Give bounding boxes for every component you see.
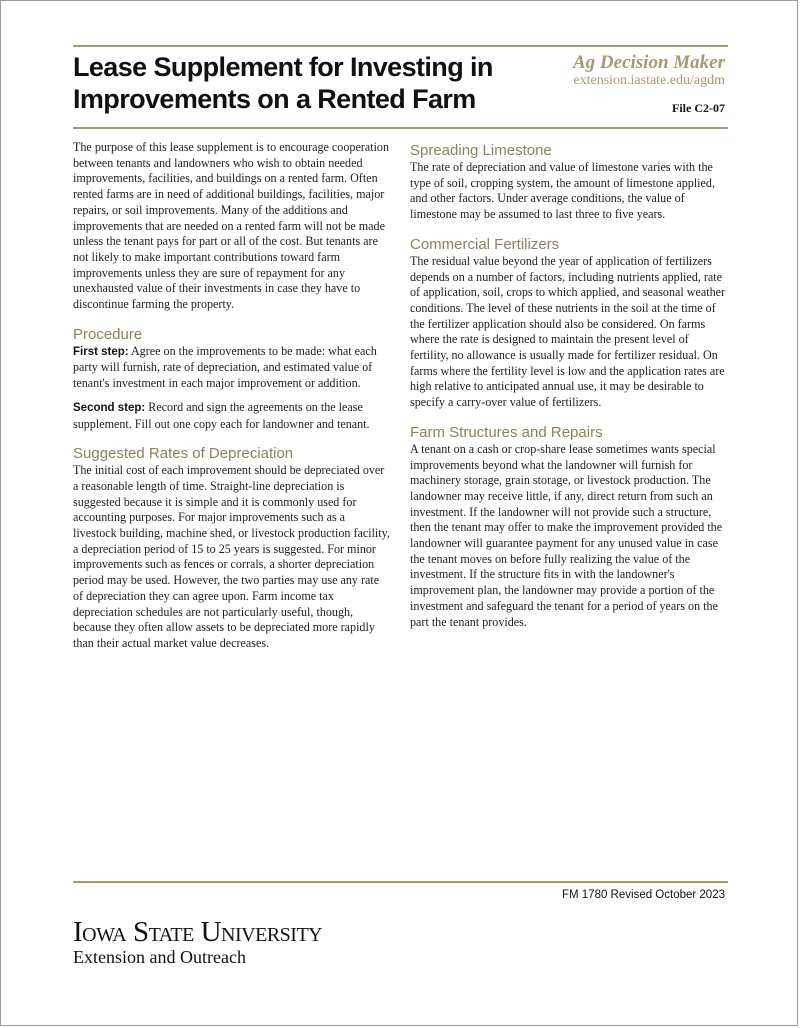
structures-paragraph: A tenant on a cash or crop-share lease sometimes wants special improvements beyond what the landowner will furnish for machinery storage, grain storage, or livestock production. The landowner may receive little, if any, direct return from such an investment. If the landowner will not provide such a structure, then the tenant may offer to make the improvement provided the landowner will guarantee payment for any unused value in case the tenant moves on before fully realizing the value of the investment. If the structure fits in with the landowner's improvement plan, the landowner may provide a portion of the investment and safeguard the tenant for a period of years on the part the tenant provides. <box>410 441 723 629</box>
procedure-heading: Procedure <box>73 325 143 343</box>
publication-code: FM 1780 Revised October 2023 <box>561 889 725 901</box>
brand-block <box>573 53 725 89</box>
title-divider <box>73 127 728 129</box>
fertilizers-paragraph: The residual value beyond the year of application of fertilizers depends on a number of factors, including nutrients applied, rate of application, soil, crops to which applied, and seasonal weather conditions. The level of these nutrients in the soil at the time of the fertilizer application should also be considered. On farms where the rate is designed to maintain the present level of fertility, no allowance is usually made for fertilizer residual. On farms where the fertility level is low and the application rates are high relative to anticipated annual use, it may be desirable to specify a carry-over value of fertilizers. <box>410 253 726 410</box>
first-step-label: First step: <box>73 345 129 358</box>
limestone-paragraph: The rate of depreciation and value of limestone varies with the type of soil, cropping system, the amount of limestone applied, and other factors. Under average conditions, the value of limestone may be assumed to last three to five years. <box>410 160 715 222</box>
structures-heading: Farm Structures and Repairs <box>410 423 603 441</box>
intro-paragraph: The purpose of this lease supplement is to encourage cooperation between tenants and landowners who wish to obtain needed improvements, facilities, and buildings on a rented farm. Often rented farms are in need of additional buildings, facilities, major repairs, or soil improvements. Many of the additions and improvements that are needed on a rented farm will not be made unless the tenant pays for part or all of the cost. But tenants are not likely to make important contributions toward farm improvements unless they are sure of repayment for any unexhausted value of their investments in case they have to discontinue farming the property. <box>73 140 390 312</box>
page-title: Lease Supplement for Investing in Improvements on a Rented Farm <box>73 52 493 114</box>
file-code: File C2-07 <box>672 101 725 115</box>
fertilizers-heading: Commercial Fertilizers <box>410 235 560 253</box>
brand-url[interactable]: extension.iastate.edu/agdm <box>573 73 725 88</box>
depreciation-heading: Suggested Rates of Depreciation <box>73 445 294 463</box>
extension-unit-name: Extension and Outreach <box>73 947 246 967</box>
left-column <box>73 140 391 652</box>
second-step-paragraph <box>73 400 391 432</box>
second-step-text: Record and sign the agreements on the lease supplement. Fill out one copy each for landowner and tenant. <box>73 399 370 431</box>
limestone-heading: Spreading Limestone <box>410 142 552 159</box>
first-step-paragraph <box>73 344 391 392</box>
depreciation-paragraph: The initial cost of each improvement should be depreciated over a reasonable length of time. Straight-line depreciation is suggested because it is simple and it is commonly used for accounting purposes. For major improvements such as a livestock building, machine shed, or livestock production facility, a depreciation period of 15 to 25 years is suggested. For minor improvements such as fences or corrals, a shorter depreciation period may be used. However, the two parties may use any rate of depreciation they can agree upon. Farm income tax depreciation schedules are not particularly useful, though, because they often allow assets to be depreciated more rapidly than their actual market value decreases. <box>73 463 390 650</box>
top-divider <box>73 45 728 47</box>
first-step-text: Agree on the improvements to be made: what each party will furnish, rate of depreciation, and estimated value of tenant's investment in each major improvement or addition. <box>73 343 377 391</box>
right-column <box>410 142 728 630</box>
second-step-label: Second step: <box>73 401 146 414</box>
university-wordmark: Iowa State University <box>73 916 323 948</box>
brand-name: Ag Decision Maker <box>573 52 725 73</box>
footer-divider <box>73 881 728 883</box>
